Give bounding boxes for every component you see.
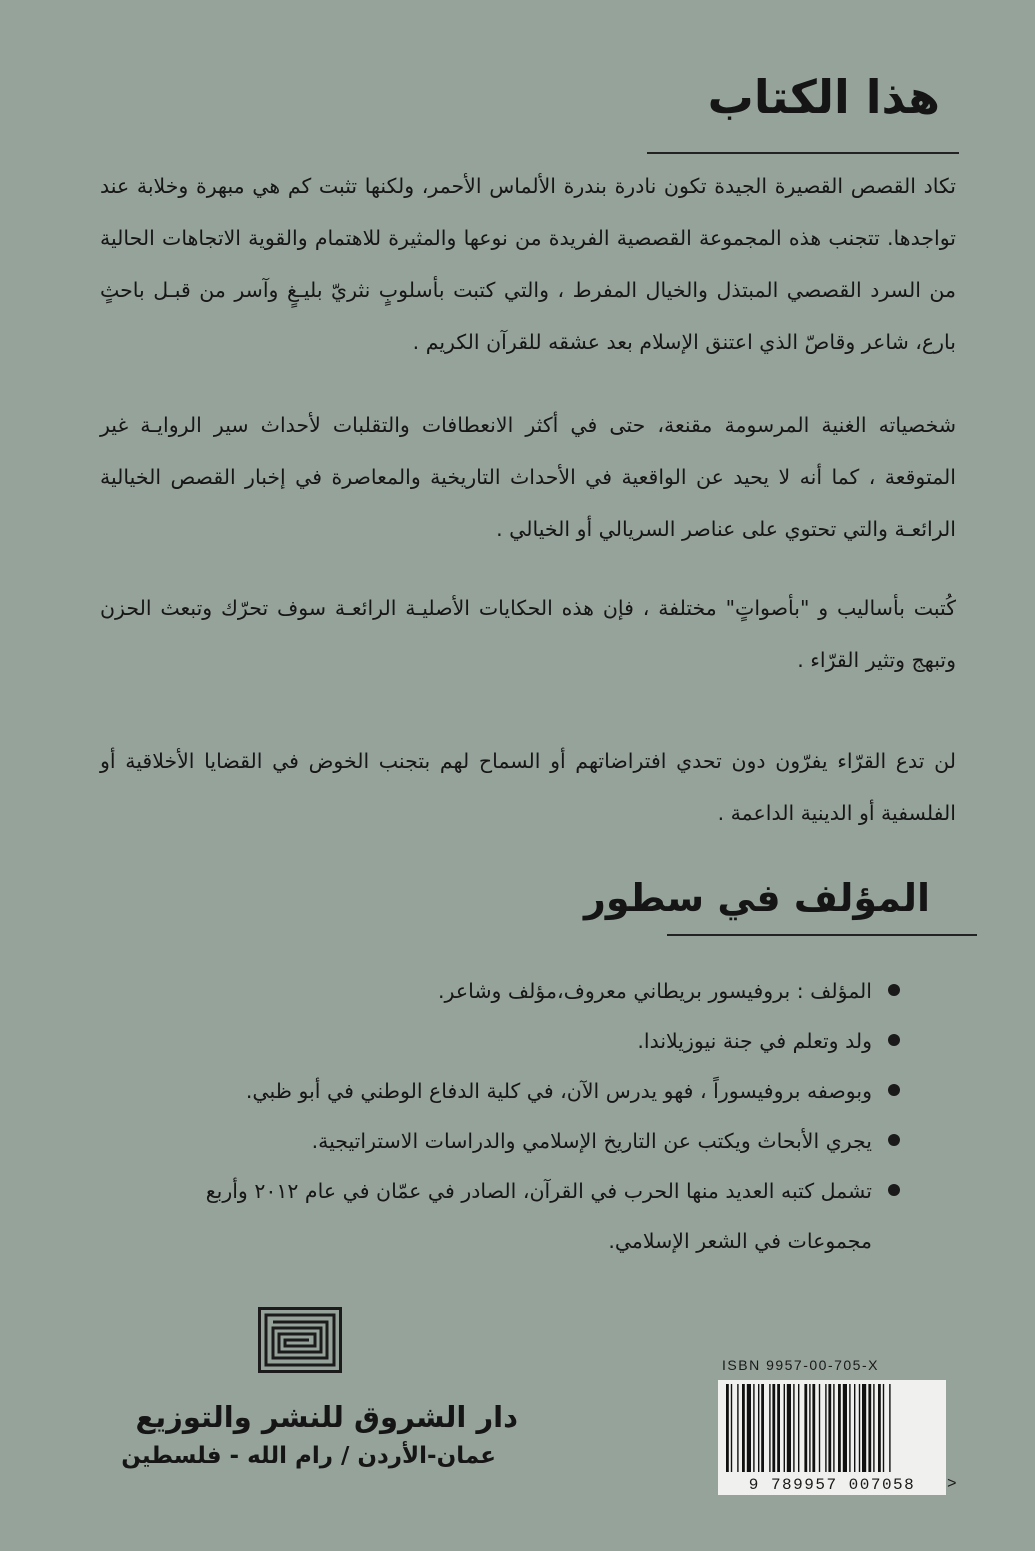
description-paragraph-2: شخصياته الغنية المرسومة مقنعة، حتى في أكثر الانعطافات والتقلبات لأحداث سير الروايـة غير المتوقعة ، كما أنه لا يحيد عن الواقعية في الأحداث التاريخية والمعاصرة في إخبار القصص الخيالية الرائعـة والتي تحتوي على عناصر السريالي أو الخيالي . bbox=[100, 413, 956, 541]
bullet-icon bbox=[888, 984, 900, 996]
barcode-bar bbox=[868, 1384, 871, 1472]
barcode-bar bbox=[854, 1384, 855, 1472]
barcode-bar bbox=[828, 1384, 831, 1472]
barcode-bar bbox=[777, 1384, 780, 1472]
description-paragraph-3: كُتبت بأساليب و "بأصواتٍ" مختلفة ، فإن هذه الحكايات الأصليـة الرائعـة سوف تحرّك وتبعث الحزن وتبهج وتثير القرّاء . bbox=[100, 596, 956, 672]
barcode-bar bbox=[843, 1384, 847, 1472]
barcode-bar bbox=[731, 1384, 732, 1472]
list-item: تشمل كتبه العديد منها الحرب في القرآن، الصادر في عمّان في عام ٢٠١٢ وأربع مجموعات في الشعر الإسلامي. bbox=[180, 1166, 900, 1266]
barcode-bar bbox=[737, 1384, 738, 1472]
description-paragraph-1: تكاد القصص القصيرة الجيدة تكون نادرة بندرة الألماس الأحمر، ولكنها تثبت كم هي مبهرة وخلابة عند تواجدها. تتجنب هذه المجموعة القصصية الفريدة من نوعها والمثيرة للاهتمام والقوية الاتجاهات الحالية من السرد القصصي المبتذل والخيال المفرط ، والتي كتبت بأسلوبٍ نثريّ بليـغٍ وآسر من قبـل باحثٍ بارع، شاعر وقاصّ الذي اعتنق الإسلام بعد عشقه للقرآن الكريم . bbox=[100, 174, 956, 354]
barcode-bar bbox=[753, 1384, 754, 1472]
barcode-bar bbox=[747, 1384, 751, 1472]
kufic-logo-icon bbox=[261, 1310, 339, 1370]
barcode-digits: 9 789957 007058 bbox=[718, 1475, 946, 1495]
barcode-bar bbox=[859, 1384, 860, 1472]
barcode-bar bbox=[761, 1384, 764, 1472]
bullet-icon bbox=[888, 1034, 900, 1046]
barcode-bar bbox=[849, 1384, 850, 1472]
barcode-bar bbox=[793, 1384, 794, 1472]
barcode bbox=[718, 1380, 946, 1475]
publisher-location: عمان-الأردن / رام الله - فلسطين bbox=[121, 1443, 496, 1469]
barcode-bar bbox=[833, 1384, 834, 1472]
barcode-bar bbox=[878, 1384, 881, 1472]
author-bullet-list bbox=[180, 966, 900, 1266]
barcode-bar bbox=[798, 1384, 799, 1472]
barcode-bars-icon bbox=[718, 1380, 946, 1475]
bullet-icon bbox=[888, 1184, 900, 1196]
list-item: وبوصفه بروفيسوراً ، فهو يدرس الآن، في كلية الدفاع الوطني في أبو ظبي. bbox=[180, 1066, 900, 1116]
barcode-bar bbox=[862, 1384, 866, 1472]
author-heading: المؤلف في سطور bbox=[584, 876, 930, 920]
publisher-name: دار الشروق للنشر والتوزيع bbox=[135, 1400, 518, 1434]
list-item: المؤلف : بروفيسور بريطاني معروف،مؤلف وشاعر. bbox=[180, 966, 900, 1016]
barcode-bar bbox=[769, 1384, 770, 1472]
barcode-bar bbox=[889, 1384, 890, 1472]
list-item: ولد وتعلم في جنة نيوزيلاندا. bbox=[180, 1016, 900, 1066]
barcode-bar bbox=[819, 1384, 820, 1472]
list-item: يجري الأبحاث ويكتب عن التاريخ الإسلامي والدراسات الاستراتيجية. bbox=[180, 1116, 900, 1166]
barcode-bar bbox=[825, 1384, 826, 1472]
heading-underline bbox=[667, 934, 977, 936]
barcode-bar bbox=[772, 1384, 775, 1472]
barcode-bar bbox=[812, 1384, 815, 1472]
barcode-bar bbox=[883, 1384, 884, 1472]
barcode-arrow: > bbox=[947, 1475, 957, 1493]
barcode-bar bbox=[784, 1384, 785, 1472]
barcode-bar bbox=[809, 1384, 810, 1472]
barcode-bar bbox=[742, 1384, 745, 1472]
about-book-heading: هذا الكتاب bbox=[707, 70, 940, 124]
bullet-icon bbox=[888, 1084, 900, 1096]
isbn-label: ISBN 9957-00-705-X bbox=[722, 1357, 879, 1373]
bullet-icon bbox=[888, 1134, 900, 1146]
barcode-bar bbox=[726, 1384, 729, 1472]
barcode-bar bbox=[838, 1384, 841, 1472]
barcode-bar bbox=[873, 1384, 874, 1472]
barcode-bar bbox=[787, 1384, 791, 1472]
heading-underline bbox=[647, 152, 959, 154]
description-paragraph-4: لن تدع القرّاء يفرّون دون تحدي افتراضاتهم أو السماح لهم بتجنب الخوض في القضايا الأخلاقية أو الفلسفية أو الدينية الداعمة . bbox=[100, 749, 956, 825]
barcode-bar bbox=[804, 1384, 807, 1472]
publisher-logo bbox=[258, 1307, 342, 1373]
barcode-bar bbox=[758, 1384, 759, 1472]
